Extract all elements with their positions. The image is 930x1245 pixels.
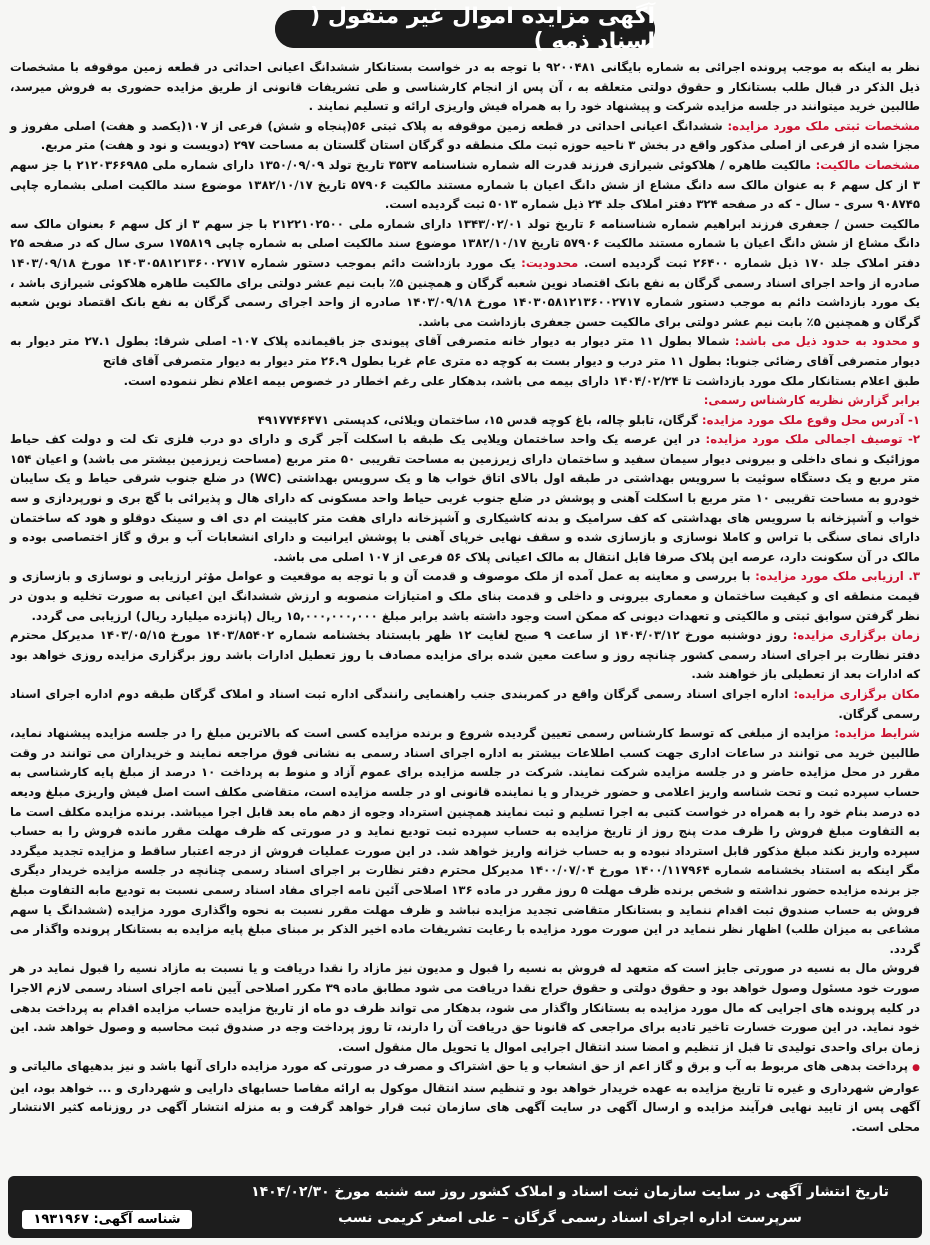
notice-body [10,58,920,1138]
bounds-paragraph [10,332,920,371]
time-text: روز دوشنبه مورخ ۱۴۰۴/۰۳/۱۲ از ساعت ۹ صبح لغایت ۱۲ ظهر بابستناد بخشنامه شماره ۱۴۰۳/۸۵۴۰۲ مورخ ۱۴۰۳/۰۵/۱۵ مدیرکل محترم دفتر نظارت بر اجرای اسناد رسمی کشور چنانچه روز و ساعت معین شده برای مزایده مصادف با روز تعطیل ادارات باشد روز برگزاری مزایده روزی خواهد بود که ادارات بعد از تعطیلی باز خواهند شد. [10,628,920,682]
ownership-text-2: مالکیت حسن / جعفری فرزند ابراهیم شماره شناسنامه ۶ تاریخ تولد ۱۳۴۳/۰۲/۰۱ دارای شماره ملی ۲۱۲۲۱۰۲۵۰۰ با جز سهم ۳ از کل سهم ۶ بعنوان مالک سه دانگ مشاع از شش دانگ اعیان با شماره مستند مالکیت ۵۷۹۰۶ تاریخ ۱۳۸۲/۱۰/۱۷ موضوع سند مالکیت اصلی به شماره چاپی ۱۷۵۸۱۹ سری سال که در صفحه ۲۵ دفتر املاک جلد ۱۷۰ ذیل شماره ۲۶۴۰۰ ثبت گردیده است. [10,216,921,270]
ownership-label: مشخصات مالکیت: [815,157,920,172]
installment-paragraph: فروش مال به نسیه در صورتی جایز است که متعهد له فروش به نسیه را قبول و مدیون نیز مازاد را نقدا دریافت و یا نسبت به مازاد نسیه را قبول نماید در هر صورت خود مسئول وصول خواهد بود و حقوق دولتی و حقوق حراج نقدا دریافت می شود مطابق ماده ۳۹ مکرر اصلاحی آیین نامه اجرای اسناد رسمی لازم الاجرا در کلیه پرونده های اجرایی که مال مورد مزایده به بستانکار واگذار می شود، بدهکار می تواند ظرف دو ماه از تاریخ مزایده حساب مزایده اقدام به پرداخت بدهی خود نماید. در این صورت خسارت تاخیر تادیه برای مراجعی که قانونا حق دریافت آن را دارند، تا روز پرداخت وجه در صندوق ثبت محاسبه و وصول خواهد شد. این زمان برای واحدی تولیدی تا قبل از تنظیم و امضا سند انتقال اجرایی اموال یا تحویل مال منقول است. [10,961,920,1054]
description-paragraph [10,430,920,567]
description-text: در این عرصه یک واحد ساختمان ویلایی یک طبقه با اسکلت آجر گری و دارای دو درب فلزی تک لت و دولت کف حیاط موزائیک و نمای داخلی و بیرونی دیوار سیمان سفید و ساختمان دارای زیرزمین به مساحت تقریبی ۵۰ متر مربع (مساحت زیرزمین بیشتر می باشد) و اعیان ۱۵۴ متر مربع و یک دستگاه سوئیت با سرویس بهداشتی در طبقه اول بالای اتاق خواب ها و یک سرویس بهداشتی (WC) در ضلع جنوب شرقی حیاط و یک سایبان خودرو به مساحت تقریبی ۱۰ متر مربع با اسکلت آهنی و پوشش در ضلع جنوب غربی حیاط واحد مسکونی که دارای هال و پذیرائی با گچ بری و نورپردازی و سه خواب و آشپزخانه با سرویس های بهداشتی که کف سرامیک و بدنه کاشیکاری و آشپزخانه دارای هفت متر کابینت ام دی اف و سینک دوقلو و هود که ساختمان دارای نمای سنگی با تراس و کاملا نوسازی و بازسازی شده و سقف نهایی خرپای آهنی با پوشش ایرانیت و دارای انشعابات آب و برق و گاز اختصاصی بوده و مالک در آن سکونت دارد، عرصه این پلاک صرفا قابل انتقال به مالک اعیانی پلاک ۵۶ فرعی از ۱۰۷ اصلی می باشد. [10,432,920,564]
expert-heading: برابر گزارش نظریه کارشناس رسمی: [703,393,920,408]
notice-id-badge: شناسه آگهی: ۱۹۳۱۹۶۷ [22,1210,192,1229]
address-paragraph [10,411,920,431]
valuation-paragraph [10,567,920,626]
restriction-label: محدودیت: [521,255,584,270]
registry-paragraph [10,117,920,156]
footer-banner [8,1176,922,1238]
payment-paragraph [10,1057,920,1137]
address-label: ۱- آدرس محل وقوع ملک مورد مزایده: [701,412,920,427]
registry-label: مشخصات ثبتی ملک مورد مزایده: [727,118,920,133]
creditor-paragraph: طبق اعلام بستانکار ملک مورد بازداشت تا ۱۴۰۴/۰۲/۲۴ دارای بیمه می باشد، بدهکار علی رغم اخطار در خصوص بیمه اعلام نظر ننموده است. [123,373,920,388]
header [10,4,920,54]
time-label: زمان برگزاری مزایده: [792,628,920,643]
address-text: گرگان، تابلو چاله، باغ کوچه قدس ۱۵، ساختمان ویلائی، کدپستی ۴۹۱۷۷۴۶۴۷۱ [257,412,702,427]
ownership-paragraph-2 [10,215,920,333]
terms-label: شرایط مزایده: [834,726,920,741]
bounds-text: شمالا بطول ۱۱ متر دیوار به دیوار خانه متصرفی آقای پیوندی جز باقیمانده پلاک ۱۰۷- اصلی شرقا: بطول ۲۷.۱ متر دیوار به دیوار متصرفی آقای رضائی جنوبا: بطول ۱۱ متر درب و دیوار بست به کوچه ده متری عام غربا بطول ۲۶.۹ متر دیوار به دیوار متصرفی آقای فاتح [10,334,920,368]
valuation-text: با بررسی و معاینه به عمل آمده از ملک موصوف و قدمت آن و با توجه به موقعیت و عوامل مؤثر ارزیابی و نوسازی و بازسازی و قیمت منطقه ای و کیفیت ساختمان و معماری بیرونی و داخلی و قدمت بنای ملک و امتیازات منصوبه و ارزش ششدانگ این اعیانی به صورت تخلیه و بدون در نظر گرفتن سوابق ثبتی و مالکیتی و تعهدات دیونی که ممکن است وجود داشته باشد برابر مبلغ ۱۵,۰۰۰,۰۰۰,۰۰۰ ریال (پانزده میلیارد ریال) ارزیابی می گردد. [10,569,920,623]
bounds-label: و محدود به حدود ذیل می باشد: [734,334,920,349]
ownership-text: مالکیت طاهره / هلاکوئی شیرازی فرزند قدرت اله شماره شناسنامه ۳۵۳۷ تاریخ تولد ۱۳۵۰/۰۹/۰۹ دارای شماره ملی ۲۱۲۰۳۶۶۹۸۵ با جز سهم ۳ از کل سهم ۶ به عنوان مالک سه دانگ مشاع از شش دانگ اعیان با شماره مستند مالکیت ۵۷۹۰۶ تاریخ ۱۳۸۲/۱۰/۱۷ موضوع سند مالکیت اصلی بشماره چاپی ۹۰۸۷۴۵ سری - سال - که در صفحه ۳۲۴ دفتر املاک جلد ۲۴ ذیل شماره ۵۰۱۳ ثبت گردیده است. [10,157,920,212]
registry-text: ششدانگ اعیانی احداثی در قطعه زمین موقوفه به پلاک ثبتی ۵۶(پنجاه و شش) فرعی از ۱۰۷(یکصد و هفت) اصلی مفروز و مجزا شده از فرعی از اصلی مذکور واقع در بخش ۳ ناحیه حوزه ثبت ملک منطقه دو گرگان استان گلستان به مساحت ۲۹۷ (دویست و نود و هفت) متر مربع. [10,118,920,153]
valuation-label: ۳. ارزیابی ملک مورد مزایده: [755,569,920,584]
intro-paragraph: نظر به اینکه به موجب پرونده اجرائی به شماره بایگانی ۹۲۰۰۴۸۱ با توجه به در خواست بستانکار ششدانگ اعیانی احداثی در قطعه زمین موقوفه با مشخصات ذیل الذکر در قبال طلب بستانکار و حقوق دولتی متعلقه به ، آن پس از انجام کارشناسی و طی تشریفات قانونی از طریق مزایده حضوری به فروش میرسد، طالبین خرید میتوانند در جلسه مزایده شرکت و پیشنهاد خود را به همراه فیش واریزی ارائه و تسلیم نمایند . [10,60,920,114]
ownership-paragraph [10,156,920,215]
place-label: مکان برگزاری مزایده: [793,687,920,701]
publish-date-line: تاریخ انتشار آگهی در سایت سازمان ثبت اسناد و املاک کشور روز سه شنبه مورخ ۱۴۰۴/۰۲/۳۰ [251,1184,889,1200]
description-label: ۲- توصیف اجمالی ملک مورد مزایده: [705,432,920,447]
place-text: اداره اجرای اسناد رسمی گرگان واقع در کمربندی جنب راهنمایی رانندگی اداره ثبت اسناد و املاک گرگان طبقه دوم اداره اجرای اسناد رسمی گرگان. [10,687,920,721]
payment-text: پرداخت بدهی های مربوط به آب و برق و گاز اعم از حق انشعاب و یا حق اشتراک و مصرف در صورتی که مورد مزایده دارای آنها باشد و نیز بدهیهای مالیاتی و عوارض شهرداری و غیره تا تاریخ مزایده به عهده خریدار خواهد بود و تنظیم سند انتقال موکول به ارائه مفاصا حسابهای دارایی و شهرداری و ... خواهد بود، این آگهی پس از تایید نهایی فرآیند مزایده و ارسال آگهی در سایت آگهی های سازمان ثبت قرار خواهد گرفت و به منزله انتشار آگهی در روزنامه کثیر الانتشار محلی است. [10,1059,920,1135]
time-paragraph [10,626,920,685]
place-paragraph [10,685,920,724]
terms-paragraph [10,724,920,959]
notice-title: آگهی مزایده اموال غیر منقول ( اسناد ذمه ) [275,10,655,48]
restriction-text: یک مورد بازداشت دائم بموجب دستور شماره ۱۴۰۳۰۵۸۱۲۱۳۶۰۰۲۷۱۷ مورخ ۱۴۰۳/۰۹/۱۸ صادره از واحد اجرای اسناد رسمی گرگان به نفع بانک اقتصاد نوین شعبه گرگان و همچنین ۵٪ بابت نیم عشر دولتی برای مالکیت طاهره هلاکوئی شیرازی باشد ، یک مورد بازداشت دائم به موجب دستور شماره ۱۴۰۳۰۵۸۱۲۱۳۶۰۰۲۷۱۷ مورخ ۱۴۰۳/۰۹/۱۸ صادره از واحد اجرای رسمی گرگان به نفع بانک اقتصاد نوین شعبه گرگان و همچنین ۵٪ بابت نیم عشر دولتی برای مالکیت حسن جعفری بازداشت می باشد. [10,255,920,329]
bullet-icon: ● [912,1063,920,1074]
terms-text: مزایده از مبلغی که توسط کارشناس رسمی تعیین گردیده شروع و برنده مزایده کسی است که بالاترین مبلغ را در جلسه مزایده پیشنهاد نماید، طالبین خرید می توانند در ساعات اداری جهت کسب اطلاعات بیشتر به اداره اجرای اسناد رسمی به نشانی فوق مراجعه نمایند و خریداران می توانند در وقت مقرر در محل مزایده حاضر و در جلسه مزایده شرکت نمایند. شرکت در جلسه مزایده برای عموم آزاد و منوط به پرداخت ۱۰ درصد از مبلغ پایه کارشناسی به حساب سپرده ثبت و تحت شناسه واریز اعلامی و حضور خریدار و یا نماینده قانونی او در جلسه مزایده است، متقاضی مکلف است اصل فیش واریزی مبلغ ودیعه ده درصد بنام خود را به همراه در خواست کتبی به اجرا تسلیم و ثبت نمایند همچنین استرداد وجوه از دهم ماه بعد قابل اجرا میباشد. برنده مزایده مکلف است ما به التفاوت مبلغ فروش را ظرف مدت پنج روز از تاریخ مزایده به حساب سپرده ثبت تودیع نماید و در صورتی که ظرف مهلت مقرر مانده فروش را به حساب سپرده واریز نکند مبلغ مذکور قابل استرداد نبوده و به حساب خزانه واریز خواهد شد. در این صورت عملیات فروش از درجه اعتبار ساقط و مزایده تجدید میگردد مگر اینکه به استناد بخشنامه شماره ۱۴۰۰/۱۱۷۹۶۴ مورخ ۱۴۰۰/۰۷/۰۴ مدیرکل محترم دفتر نظارت بر اجرای اسناد رسمی چنانچه در جلسه مزایده خریدار دیگری جز برنده مزایده حضور نداشته و شخص برنده ظرف مهلت ۵ روز مقرر در ماده ۱۳۶ اصلاحی آئین نامه اجرای مفاد اسناد رسمی نسبت به تودیع مابه التفاوت مبلغ فروش به حساب صندوق ثبت اقدام ننماید و بستانکار متقاضی تجدید مزایده نباشد و ظرف مهلت مقرر نسبت به نحوه واگذاری مورد مزایده (ششدانگ یا سهم مشاعی به میزان طلب) اظهار نظر ننماید در این صورت مورد مزایده با رعایت تشریفات ماده اخیر الذکر بر مبنای مبلغ پایه مزایده به بستانکار پرونده واگذار می گردد. [10,726,921,956]
supervisor-line: سرپرست اداره اجرای اسناد رسمی گرگان – علی اصغر کریمی نسب [338,1210,802,1226]
